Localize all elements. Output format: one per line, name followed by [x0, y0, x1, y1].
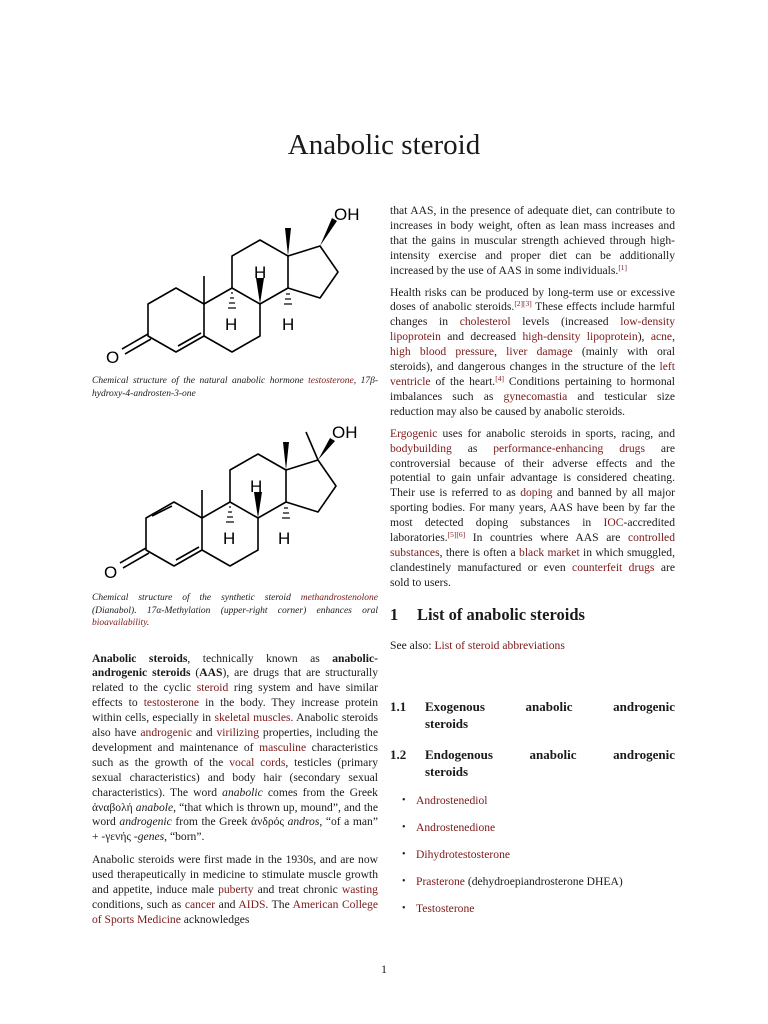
- link-black-market[interactable]: black market: [519, 545, 580, 559]
- see-also: See also: List of steroid abbreviations: [390, 638, 565, 652]
- steroid-list: [390, 794, 675, 916]
- link-dihydrotestosterone[interactable]: Dihydrotestosterone: [416, 847, 511, 861]
- link-androgenic[interactable]: androgenic: [140, 726, 192, 740]
- h-label: H: [282, 315, 295, 334]
- figure2-caption: Chemical structure of the synthetic steroid methandrostenolone (Dianabol). 17α-Methylation (upper-right corner) enhances oral bioavailability.: [92, 593, 378, 628]
- link-methandrostenolone[interactable]: methandrostenolone: [300, 593, 378, 603]
- oh-label: OH: [332, 423, 358, 442]
- link-gynecomastia[interactable]: gynecomastia: [503, 389, 568, 403]
- health-risks-paragraph: Health risks can be produced by long-term use or excessive doses of anabolic steroids.[2][3] These effects include harmful changes in cholesterol levels (increased low-density lipoprotein and decreased high-density lipoprotein), acne, high blood pressure, liver damage (mainly with oral steroids), and dangerous changes in the structure of the left ventricle of the heart.[4] Conditions pertaining to hormonal imbalances such as gynecomastia and testicular size reduction may also be caused by anabolic steroids.: [390, 285, 676, 418]
- link-bodybuilding[interactable]: bodybuilding: [390, 441, 452, 455]
- citation-5-6[interactable]: [5][6]: [447, 530, 466, 540]
- testosterone-structure-diagram: [92, 190, 378, 375]
- link-masculine[interactable]: masculine: [259, 740, 307, 754]
- list-item: • Prasterone (dehydroepiandrosterone DHEA): [402, 874, 623, 888]
- subsection-heading-endogenous: 1.2 Endogenous anabolic androgenic steroids: [390, 746, 675, 779]
- link-testosterone[interactable]: Testosterone: [416, 901, 475, 915]
- o-label: O: [106, 348, 120, 367]
- h-label: H: [225, 315, 238, 334]
- intro-paragraph-2: Anabolic steroids were first made in the 1930s, and are now used therapeutically in medicine to stimulate muscle growth and appetite, induce male puberty and treat chronic wasting conditions, such as cancer and AIDS. The American College of Sports Medicine acknowledges: [92, 853, 379, 926]
- link-acne[interactable]: acne: [650, 330, 673, 344]
- link-steroid-abbreviations[interactable]: List of steroid abbreviations: [434, 638, 565, 652]
- subsection-heading-exogenous: 1.1 Exogenous anabolic androgenic steroids: [390, 698, 675, 731]
- ergogenic-paragraph: Ergogenic uses for anabolic steroids in sports, racing, and bodybuilding as performance-enhancing drugs are controversial because of their adverse effects and the potential to gain unfair advantage is considered cheating. Their use is referred to as doping and banned by all major sporting bodies. For many years, AAS have been by far the most detected doping substances in IOC-accredited laboratories.[5][6] In countries where AAS are controlled substances, there is often a black market in which smuggled, clandestinely manufactured or even counterfeit drugs are sold to users.: [390, 426, 676, 589]
- list-item: • Dihydrotestosterone: [402, 847, 511, 861]
- link-cholesterol[interactable]: cholesterol: [459, 315, 511, 329]
- link-steroid[interactable]: steroid: [196, 681, 229, 695]
- link-aids[interactable]: AIDS: [238, 898, 266, 911]
- oh-label: OH: [334, 205, 360, 224]
- page-title: Anabolic steroid: [287, 129, 481, 162]
- figure1-caption: Chemical structure of the natural anabolic hormone testosterone, 17β-hydroxy-4-androsten-3-one: [92, 376, 378, 399]
- left-column: [92, 190, 378, 936]
- h-label: H: [254, 263, 267, 282]
- link-acsm[interactable]: American College of Sports Medicine: [92, 898, 379, 926]
- right-column: [390, 204, 675, 929]
- o-label: O: [104, 563, 118, 582]
- link-hdl[interactable]: high-density lipoprotein: [522, 330, 638, 344]
- link-counterfeit-drugs[interactable]: counterfeit drugs: [572, 560, 655, 574]
- link-liver-damage[interactable]: liver damage: [506, 345, 573, 359]
- link-ioc[interactable]: IOC: [603, 516, 624, 530]
- link-high-blood-pressure[interactable]: high blood pressure: [390, 345, 495, 359]
- intro-paragraph-1: Anabolic steroids, technically known as anabolic-androgenic steroids (AAS), are drugs that are structurally related to the cyclic steroid ring system and have similar effects to testosterone in the body. They increase protein within cells, especially in skeletal muscles. Anabolic steroids also have androgenic and virilizing properties, including the development and maintenance of masculine characteristics such as the growth of the vocal cords, testicles (primary sexual characteristics) and body hair (secondary sexual characteristics). The word anabolic comes from the Greek ἀναβολή anabole, “that which is thrown up, mound”, and the word androgenic from the Greek ἀνδρός andros, “of a man” + -γενής -genes, “born”.: [92, 651, 378, 844]
- list-item: • Androstenedione: [402, 820, 496, 834]
- link-androstenedione[interactable]: Androstenedione: [416, 820, 496, 834]
- h-label: H: [278, 529, 291, 548]
- link-wasting[interactable]: wasting: [341, 883, 378, 897]
- link-vocal-cords[interactable]: vocal cords: [229, 755, 286, 769]
- list-item: • Testosterone: [402, 901, 475, 915]
- link-puberty[interactable]: puberty: [218, 883, 254, 897]
- link-controlled-substances[interactable]: controlled substances: [390, 531, 675, 559]
- link-androstenediol[interactable]: Androstenediol: [416, 793, 488, 807]
- right-paragraph-1: that AAS, in the presence of adequate diet, can contribute to increases in body weight, often as lean mass increases and that the gains in muscular strength achieved through high-intensity exercise and proper diet can be additionally increased by the use of AAS in some individuals.[1]: [390, 204, 675, 277]
- link-left-ventricle[interactable]: left ventricle: [390, 360, 675, 388]
- h-label: H: [223, 529, 236, 548]
- list-item: • Androstenediol: [402, 793, 488, 807]
- methandrostenolone-structure-diagram: [92, 408, 378, 586]
- link-prasterone[interactable]: Prasterone: [416, 874, 465, 888]
- citation-1[interactable]: [1]: [618, 262, 628, 272]
- link-ergogenic[interactable]: Ergogenic: [390, 426, 438, 440]
- link-cancer[interactable]: cancer: [184, 898, 216, 911]
- link-testosterone[interactable]: testosterone: [308, 376, 354, 386]
- section-heading-list: 1 List of anabolic steroids: [390, 604, 585, 624]
- link-ldl[interactable]: low-density lipoprotein: [390, 315, 676, 344]
- page-number: 1: [381, 962, 387, 976]
- citation-2-3[interactable]: [2][3]: [514, 299, 532, 309]
- link-doping[interactable]: doping: [520, 486, 553, 500]
- citation-4[interactable]: [4]: [495, 373, 504, 383]
- link-skeletal-muscles[interactable]: skeletal muscles: [214, 711, 291, 725]
- h-label: H: [250, 477, 263, 496]
- link-virilizing[interactable]: virilizing: [216, 726, 260, 740]
- link-performance-enhancing-drugs[interactable]: performance-enhancing drugs: [493, 441, 645, 455]
- link-testosterone[interactable]: testosterone: [143, 696, 200, 710]
- link-bioavailability[interactable]: bioavailability: [92, 618, 147, 628]
